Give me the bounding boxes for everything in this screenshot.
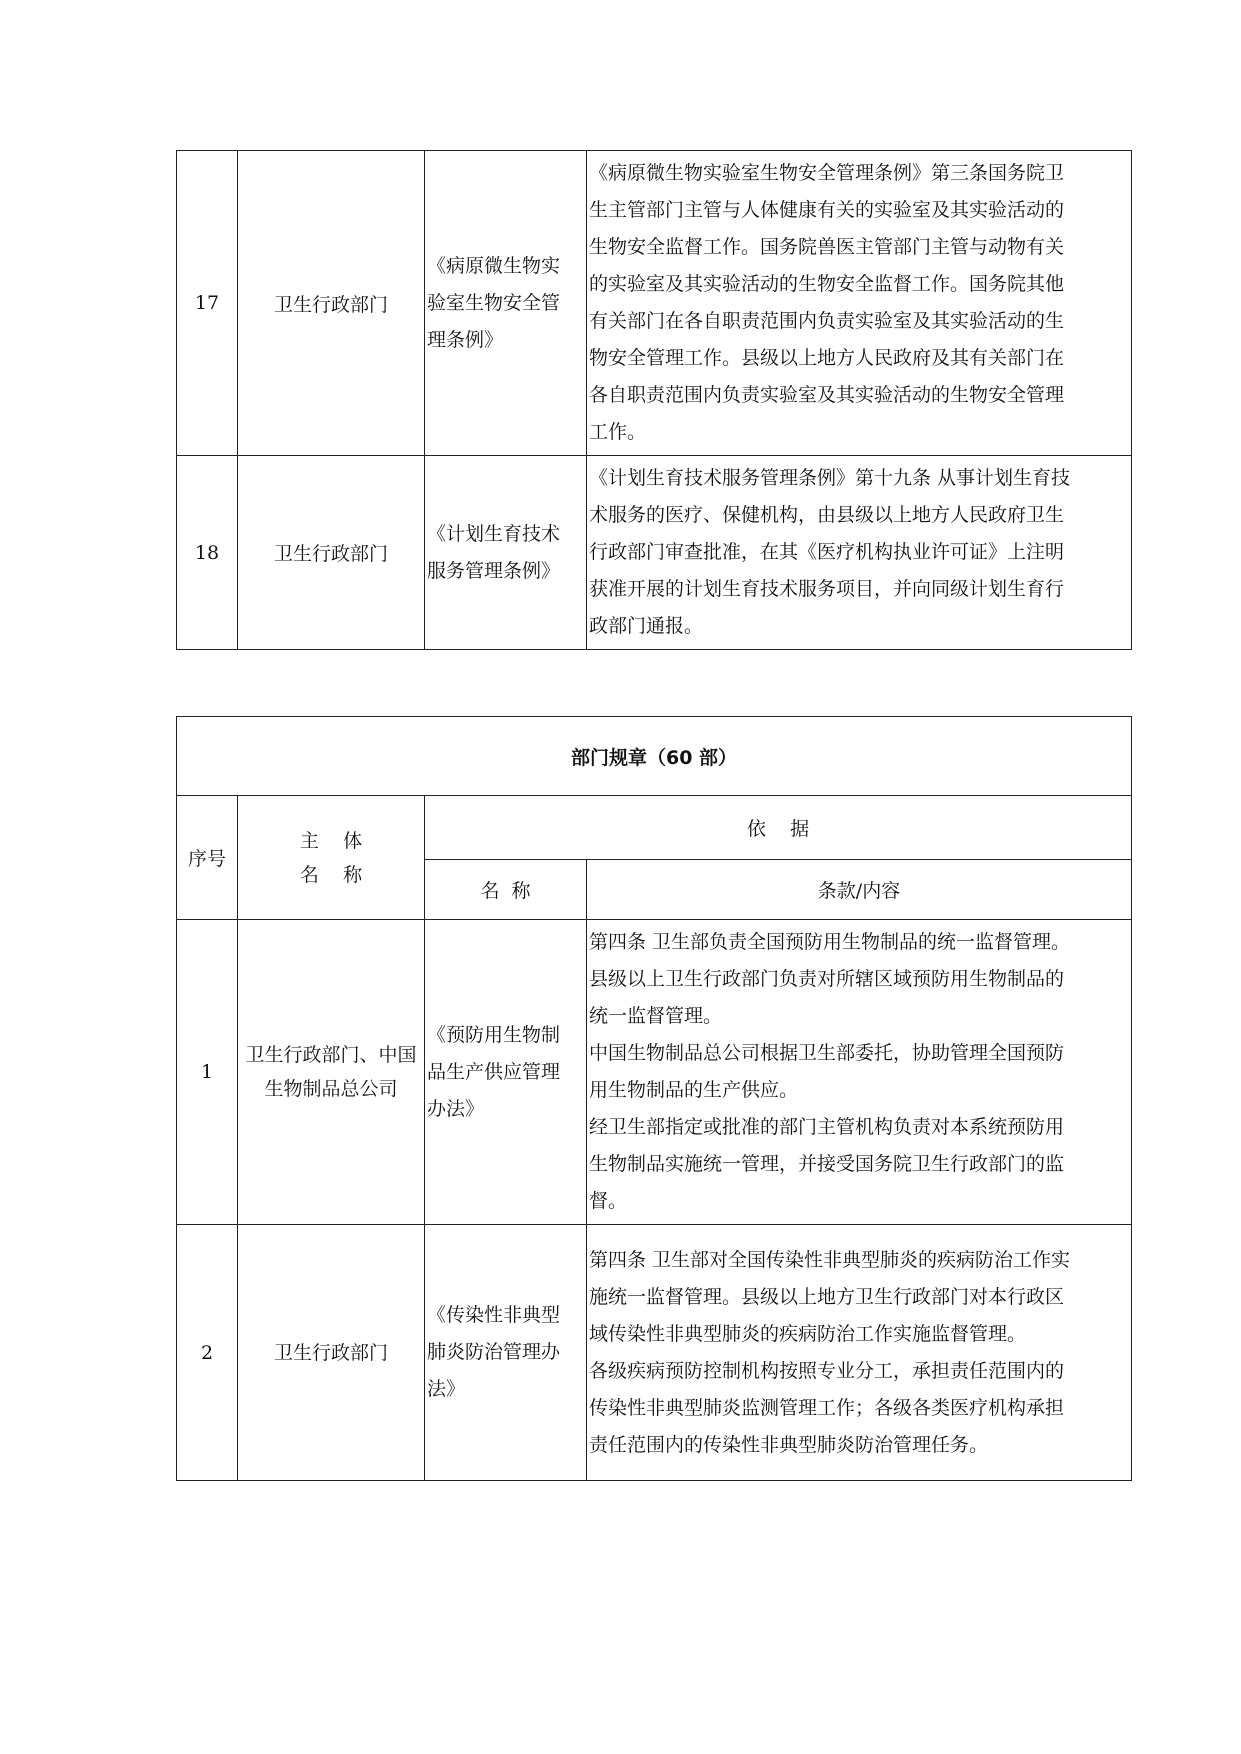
clause-content: [587, 1225, 1132, 1481]
clause-line: 物安全管理工作。县级以上地方人民政府及其有关部门在: [589, 347, 1065, 369]
header-subject: [238, 796, 425, 920]
header-subject-line: 名 称: [299, 863, 363, 886]
clause-line: 用生物制品的生产供应。: [589, 1079, 799, 1101]
table-row: [177, 920, 1132, 1225]
clause-line: 有关部门在各自职责范围内负责实验室及其实验活动的生: [589, 310, 1065, 332]
regulation-name-line: 办法》: [427, 1097, 485, 1120]
table-title: 部门规章（60 部）: [177, 717, 1132, 796]
regulation-name-line: 法》: [427, 1378, 466, 1400]
table-row: [177, 151, 1132, 456]
clause-line: 生物制品实施统一管理，并接受国务院卫生行政部门的监: [589, 1153, 1065, 1175]
clause-content: [587, 456, 1132, 650]
header-subject-line: 主 体: [299, 829, 363, 852]
clause-line: 各自职责范围内负责实验室及其实验活动的生物安全管理: [589, 384, 1065, 406]
regulation-name: [425, 151, 587, 456]
regulation-name: [425, 456, 587, 650]
clause-line: 中国生物制品总公司根据卫生部委托，协助管理全国预防: [589, 1042, 1065, 1064]
clause-line: 统一监督管理。: [589, 1005, 723, 1027]
regulation-name-line: 《传染性非典型: [427, 1304, 561, 1326]
clause-line: 督。: [589, 1190, 628, 1212]
clause-line: 术服务的医疗、保健机构，由县级以上地方人民政府卫生: [589, 504, 1065, 526]
regulation-name-line: 《计划生育技术: [427, 522, 561, 545]
table-row: [177, 456, 1132, 650]
clause-line: 施统一监督管理。县级以上地方卫生行政部门对本行政区: [589, 1285, 1065, 1308]
header-content: 条款/内容: [587, 860, 1132, 920]
clause-line: 政部门通报。: [589, 615, 704, 637]
header-name: 名 称: [425, 860, 587, 920]
clause-line: 工作。: [589, 421, 647, 443]
clause-line: 《计划生育技术服务管理条例》第十九条 从事计划生育技: [589, 467, 1071, 489]
clause-line: 生物安全监督工作。国务院兽医主管部门主管与动物有关: [589, 236, 1065, 258]
subject-name-line: 卫生行政部门: [273, 1341, 388, 1364]
clause-line: 的实验室及其实验活动的生物安全监督工作。国务院其他: [589, 273, 1065, 295]
subject-name-line: 卫生行政部门、中国: [245, 1044, 417, 1066]
regulation-name-line: 验室生物安全管: [427, 291, 561, 314]
regulation-name-line: 《病原微生物实: [427, 254, 561, 277]
clause-content: [587, 920, 1132, 1225]
clause-line: 第四条 卫生部负责全国预防用生物制品的统一监督管理。: [589, 931, 1071, 953]
clause-line: 各级疾病预防控制机构按照专业分工，承担责任范围内的: [589, 1359, 1065, 1382]
clause-line: 域传染性非典型肺炎的疾病防治工作实施监督管理。: [589, 1322, 1027, 1345]
regulation-name: [425, 1225, 587, 1481]
regulation-name: [425, 920, 587, 1225]
row-number: 17: [177, 151, 238, 456]
subject-name: 卫生行政部门: [238, 151, 425, 456]
regulation-name-line: 《预防用生物制: [427, 1023, 561, 1046]
clause-line: 行政部门审查批准，在其《医疗机构执业许可证》上注明: [589, 541, 1065, 563]
table-row: [177, 1225, 1132, 1481]
clause-line: 经卫生部指定或批准的部门主管机构负责对本系统预防用: [589, 1116, 1065, 1138]
regulation-table-continued: [176, 150, 1132, 650]
regulation-name-line: 品生产供应管理: [427, 1060, 561, 1083]
row-number: 1: [177, 920, 238, 1225]
department-rules-table: [176, 716, 1132, 1481]
subject-name-line: 生物制品总公司: [264, 1078, 398, 1100]
table-title-row: [177, 717, 1132, 796]
clause-line: 传染性非典型肺炎监测管理工作；各级各类医疗机构承担: [589, 1396, 1065, 1419]
subject-name: 卫生行政部门: [238, 456, 425, 650]
clause-line: 第四条 卫生部对全国传染性非典型肺炎的疾病防治工作实: [589, 1248, 1071, 1271]
header-basis: 依 据: [425, 796, 1132, 860]
clause-line: 县级以上卫生行政部门负责对所辖区域预防用生物制品的: [589, 968, 1065, 990]
clause-line: 获准开展的计划生育技术服务项目，并向同级计划生育行: [589, 578, 1065, 600]
clause-line: 《病原微生物实验室生物安全管理条例》第三条国务院卫: [589, 162, 1065, 184]
subject-name: [238, 1225, 425, 1481]
row-number: 18: [177, 456, 238, 650]
clause-content: [587, 151, 1132, 456]
regulation-name-line: 服务管理条例》: [427, 559, 561, 582]
clause-line: 责任范围内的传染性非典型肺炎防治管理任务。: [589, 1433, 989, 1456]
regulation-name-line: 理条例》: [427, 328, 504, 351]
table-header-row: [177, 796, 1132, 860]
subject-name: [238, 920, 425, 1225]
clause-line: 生主管部门主管与人体健康有关的实验室及其实验活动的: [589, 199, 1065, 221]
regulation-name-line: 肺炎防治管理办: [427, 1341, 561, 1363]
row-number: 2: [177, 1225, 238, 1481]
header-number: 序号: [177, 796, 238, 920]
